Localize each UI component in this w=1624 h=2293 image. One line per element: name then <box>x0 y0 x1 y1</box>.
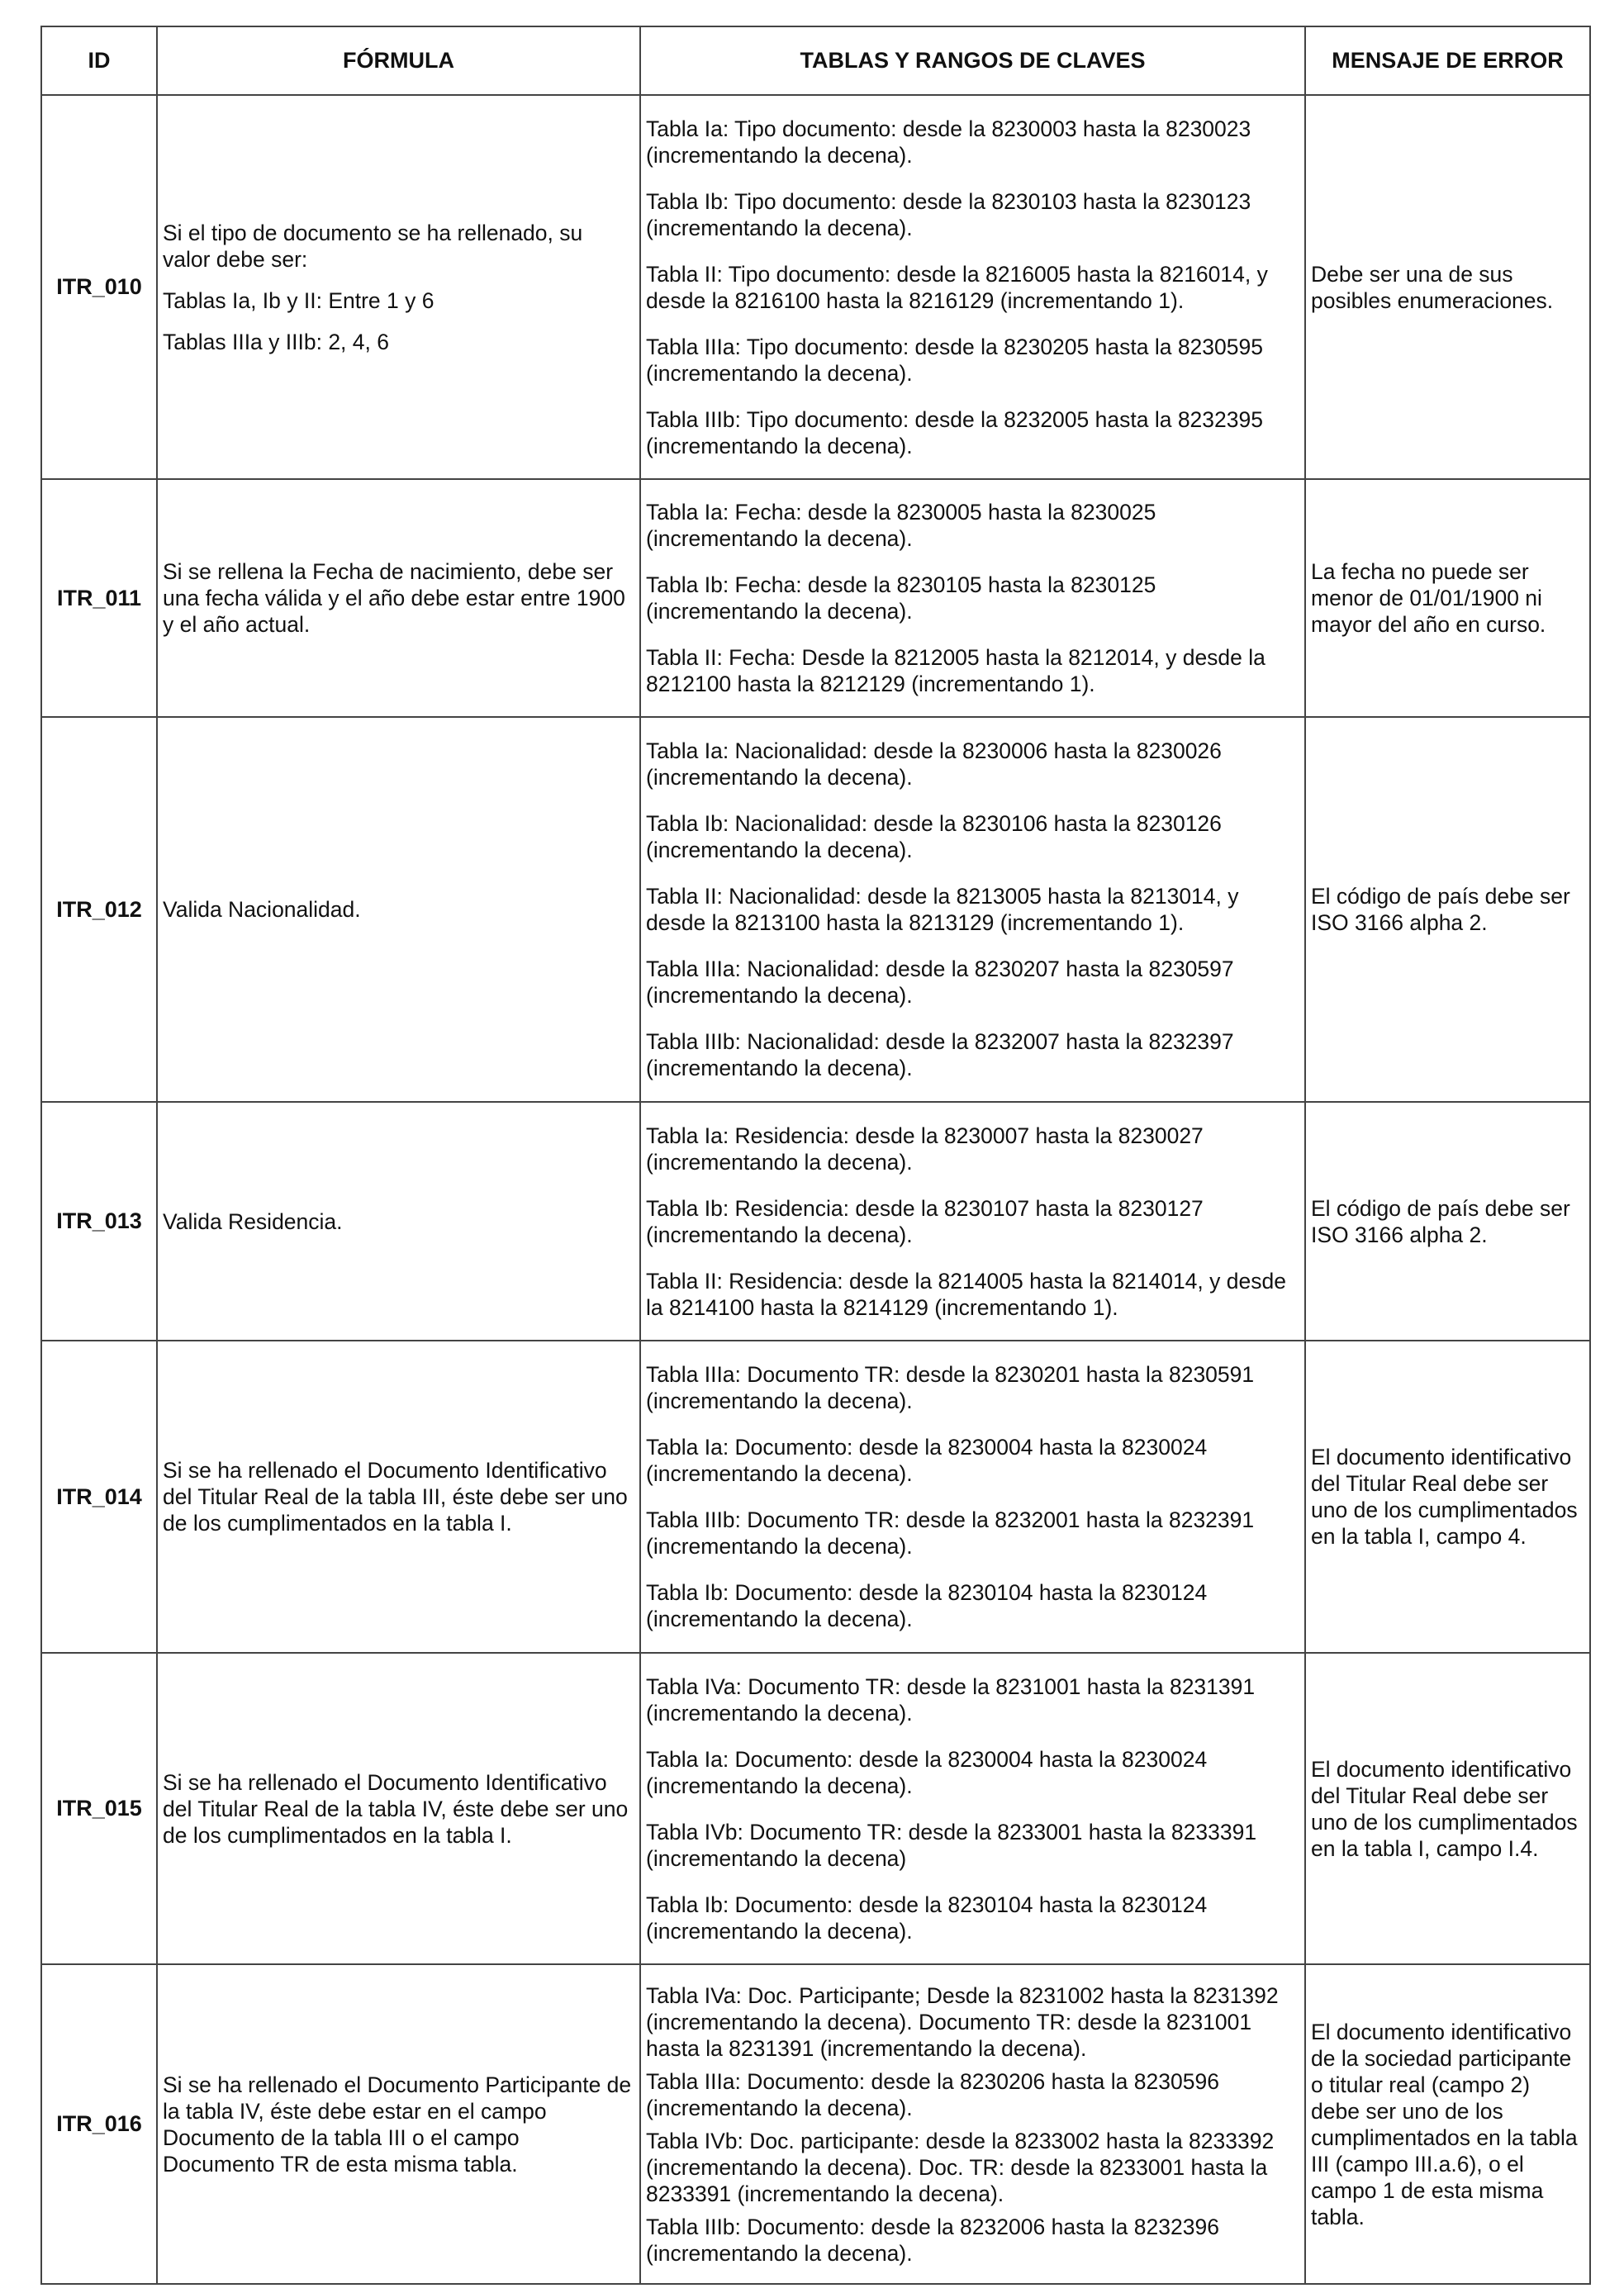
rule-formula <box>157 95 640 479</box>
rule-error-message: El documento identificativo de la sociedad participante o titular real (campo 2) debe ser uno de los cumplimentados en la tabla III (campo III.a.6), o el campo 1 de esta misma tabla. <box>1305 1964 1590 2284</box>
range-text: Tabla IIIa: Nacionalidad: desde la 8230207 hasta la 8230597 (incrementando la decena). <box>646 957 1234 1008</box>
range-text: Tabla II: Fecha: Desde la 8212005 hasta la 8212014, y desde la 8212100 hasta la 8212129 (incrementando 1). <box>646 645 1265 696</box>
range-text: Tabla Ib: Tipo documento: desde la 8230103 hasta la 8230123 (incrementando la decena). <box>646 188 1251 240</box>
rule-ranges <box>640 1653 1305 1964</box>
formula-text: Si se ha rellenado el Documento Identificativo del Titular Real de la tabla IV, éste debe ser uno de los cumplimentados en la tabla I. <box>163 1769 629 1848</box>
rule-formula <box>157 1653 640 1964</box>
rule-formula <box>157 1341 640 1653</box>
range-text: Tabla Ia: Tipo documento: desde la 8230003 hasta la 8230023 (incrementando la decena). <box>646 116 1251 168</box>
range-text: Tabla Ib: Fecha: desde la 8230105 hasta la 8230125 (incrementando la decena). <box>646 572 1156 624</box>
formula-text: Tablas Ia, Ib y II: Entre 1 y 6 <box>163 287 434 313</box>
rule-id: ITR_015 <box>41 1653 157 1964</box>
range-text: Tabla II: Nacionalidad: desde la 8213005 hasta la 8213014, y desde la 8213100 hasta la 8213129 (incrementando 1). <box>646 884 1239 935</box>
range-text: Tabla Ia: Residencia: desde la 8230007 hasta la 8230027 (incrementando la decena). <box>646 1123 1204 1175</box>
range-text: Tabla IIIb: Tipo documento: desde la 8232005 hasta la 8232395 (incrementando la decena). <box>646 406 1263 458</box>
formula-text: Valida Residencia. <box>163 1208 343 1234</box>
rule-formula <box>157 1102 640 1341</box>
range-text: Tabla IVa: Doc. Participante; Desde la 8231002 hasta la 8231392 (incrementando la decena). Documento TR: desde la 8231001 hasta la 8231391 (incrementando la decena). <box>646 1982 1279 2061</box>
range-text: Tabla IIIa: Tipo documento: desde la 8230205 hasta la 8230595 (incrementando la decena). <box>646 334 1263 386</box>
table-row <box>41 1653 1590 1964</box>
range-text: Tabla Ia: Nacionalidad: desde la 8230006 hasta la 8230026 (incrementando la decena). <box>646 738 1222 790</box>
rule-ranges <box>640 1102 1305 1341</box>
table-row <box>41 1102 1590 1341</box>
header-formula: FÓRMULA <box>157 26 640 95</box>
table-row <box>41 1964 1590 2284</box>
rule-formula <box>157 1964 640 2284</box>
rule-formula <box>157 479 640 717</box>
rule-ranges <box>640 479 1305 717</box>
range-text: Tabla IIIa: Documento: desde la 8230206 hasta la 8230596 (incrementando la decena). <box>646 2068 1219 2120</box>
range-text: Tabla Ia: Fecha: desde la 8230005 hasta la 8230025 (incrementando la decena). <box>646 500 1156 551</box>
rule-ranges <box>640 95 1305 479</box>
rule-id: ITR_013 <box>41 1102 157 1341</box>
table-row <box>41 95 1590 479</box>
rule-id: ITR_012 <box>41 717 157 1102</box>
table-row <box>41 479 1590 717</box>
range-text: Tabla IIIb: Documento: desde la 8232006 hasta la 8232396 (incrementando la decena). <box>646 2214 1219 2266</box>
header-ranges: TABLAS Y RANGOS DE CLAVES <box>640 26 1305 95</box>
range-text: Tabla IIIb: Nacionalidad: desde la 8232007 hasta la 8232397 (incrementando la decena). <box>646 1029 1234 1080</box>
range-text: Tabla IIIb: Documento TR: desde la 8232001 hasta la 8232391 (incrementando la decena). <box>646 1507 1255 1559</box>
header-error: MENSAJE DE ERROR <box>1305 26 1590 95</box>
range-text: Tabla IVa: Documento TR: desde la 8231001 hasta la 8231391 (incrementando la decena). <box>646 1673 1256 1726</box>
table-row <box>41 717 1590 1102</box>
range-text: Tabla IVb: Doc. participante: desde la 8233002 hasta la 8233392 (incrementando la decena). Doc. TR: desde la 8233001 hasta la 8233391 (incrementando la decena). <box>646 2128 1275 2206</box>
range-text: Tabla II: Residencia: desde la 8214005 hasta la 8214014, y desde la 8214100 hasta la 8214129 (incrementando 1). <box>646 1268 1286 1320</box>
rule-id: ITR_011 <box>41 479 157 717</box>
range-text: Tabla Ib: Documento: desde la 8230104 hasta la 8230124 (incrementando la decena). <box>646 1580 1208 1631</box>
formula-text: Tablas IIIa y IIIb: 2, 4, 6 <box>163 329 389 354</box>
rule-id: ITR_016 <box>41 1964 157 2284</box>
rule-error-message: Debe ser una de sus posibles enumeraciones. <box>1305 95 1590 479</box>
rule-formula <box>157 717 640 1102</box>
rule-error-message: El código de país debe ser ISO 3166 alpha 2. <box>1305 1102 1590 1341</box>
range-text: Tabla Ib: Nacionalidad: desde la 8230106 hasta la 8230126 (incrementando la decena). <box>646 811 1222 862</box>
validation-rules-table <box>40 26 1591 2285</box>
range-text: Tabla Ib: Residencia: desde la 8230107 hasta la 8230127 (incrementando la decena). <box>646 1195 1204 1247</box>
header-id: ID <box>41 26 157 95</box>
rule-error-message: El código de país debe ser ISO 3166 alpha 2. <box>1305 717 1590 1102</box>
rule-id: ITR_014 <box>41 1341 157 1653</box>
rule-ranges <box>640 717 1305 1102</box>
range-text: Tabla II: Tipo documento: desde la 8216005 hasta la 8216014, y desde la 8216100 hasta la 8216129 (incrementando 1). <box>646 261 1268 313</box>
range-text: Tabla Ia: Documento: desde la 8230004 hasta la 8230024 (incrementando la decena). <box>646 1435 1208 1486</box>
range-text: Tabla IVb: Documento TR: desde la 8233001 hasta la 8233391 (incrementando la decena) <box>646 1819 1257 1871</box>
rule-ranges <box>640 1341 1305 1653</box>
rule-id: ITR_010 <box>41 95 157 479</box>
header-row <box>41 26 1590 95</box>
range-text: Tabla Ib: Documento: desde la 8230104 hasta la 8230124 (incrementando la decena). <box>646 1892 1208 1944</box>
table-row <box>41 1341 1590 1653</box>
rule-ranges <box>640 1964 1305 2284</box>
formula-text: Si se rellena la Fecha de nacimiento, debe ser una fecha válida y el año debe estar entre 1900 y el año actual. <box>163 559 625 637</box>
rule-error-message: La fecha no puede ser menor de 01/01/1900 ni mayor del año en curso. <box>1305 479 1590 717</box>
formula-text: Si se ha rellenado el Documento Identificativo del Titular Real de la tabla III, éste debe ser uno de los cumplimentados en la tabla I. <box>163 1458 628 1536</box>
rule-error-message: El documento identificativo del Titular Real debe ser uno de los cumplimentados en la tabla I, campo 4. <box>1305 1341 1590 1653</box>
range-text: Tabla Ia: Documento: desde la 8230004 hasta la 8230024 (incrementando la decena). <box>646 1746 1208 1798</box>
formula-text: Si el tipo de documento se ha rellenado, su valor debe ser: <box>163 220 583 272</box>
range-text: Tabla IIIa: Documento TR: desde la 8230201 hasta la 8230591 (incrementando la decena). <box>646 1362 1255 1413</box>
rule-error-message: El documento identificativo del Titular Real debe ser uno de los cumplimentados en la tabla I, campo I.4. <box>1305 1653 1590 1964</box>
formula-text: Si se ha rellenado el Documento Participante de la tabla IV, éste debe estar en el campo Documento de la tabla III o el campo Documento TR de esta misma tabla. <box>163 2072 632 2177</box>
formula-text: Valida Nacionalidad. <box>163 897 361 922</box>
